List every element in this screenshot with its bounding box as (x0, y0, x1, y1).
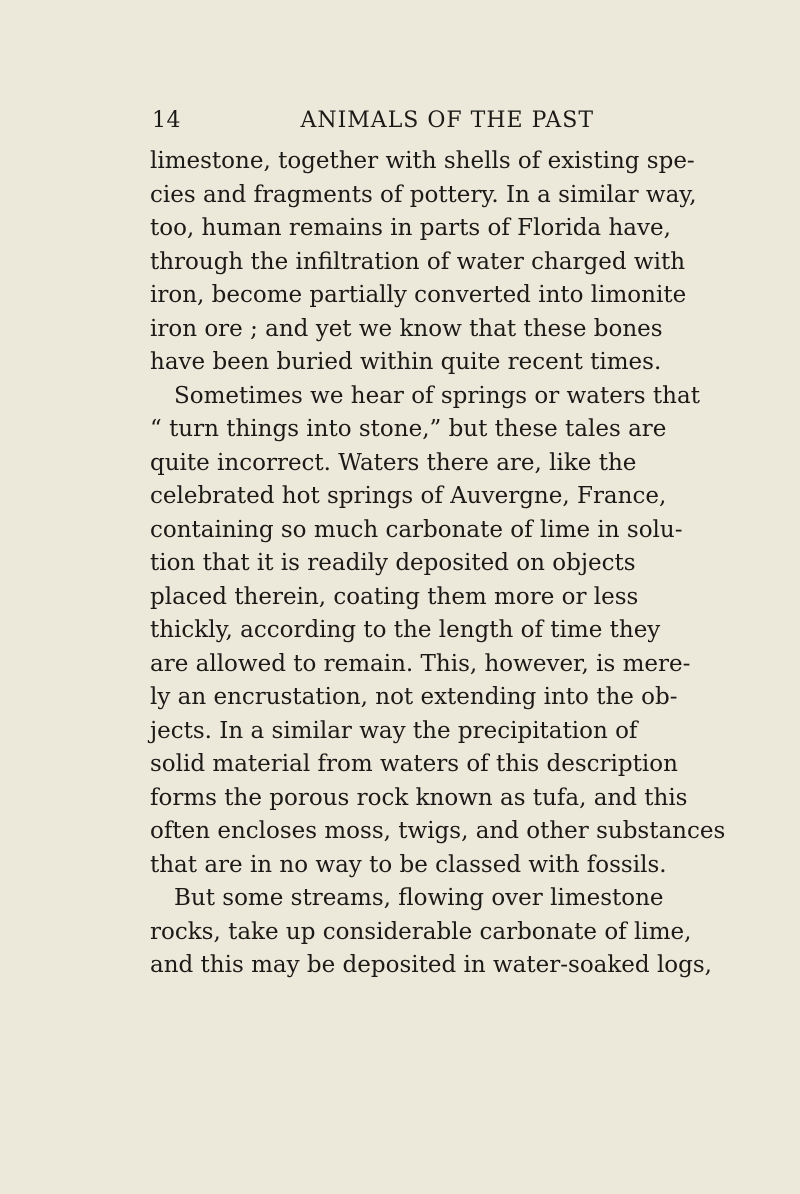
text-line: placed therein, coating them more or less (150, 583, 639, 610)
text-line: too, human remains in parts of Florida have, (150, 215, 671, 241)
text-line: iron, become partially converted into limonite (150, 282, 687, 308)
text-line: solid material from waters of this description (150, 751, 678, 777)
paragraph-start-line: But some streams, flowing over limestone (174, 885, 664, 911)
text-line: thickly, according to the length of time they (150, 617, 661, 643)
text-line: forms the porous rock known as tufa, and this (150, 784, 688, 811)
text-line: “ turn things into stone,” but these tales are (150, 416, 667, 442)
text-line: cies and fragments of pottery. In a similar way, (150, 181, 697, 208)
running-head: ANIMALS OF THE PAST (300, 108, 594, 133)
paragraph-start-line: Sometimes we hear of springs or waters that (174, 382, 700, 409)
text-line: quite incorrect. Waters there are, like the (150, 449, 637, 476)
text-line: have been buried within quite recent times. (150, 349, 662, 375)
page-number: 14 (152, 108, 181, 133)
text-line: that are in no way to be classed with fossils. (150, 851, 667, 878)
text-line: tion that it is readily deposited on objects (150, 550, 636, 576)
text-line: ly an encrustation, not extending into the ob- (150, 684, 678, 710)
text-line: rocks, take up considerable carbonate of lime, (150, 918, 692, 945)
text-line: iron ore ; and yet we know that these bones (150, 315, 663, 342)
page-header (152, 108, 594, 140)
text-line: through the infiltration of water charged with (150, 248, 686, 275)
text-line: jects. In a similar way the precipitation of (150, 717, 638, 744)
body-text (150, 145, 726, 983)
text-line: often encloses moss, twigs, and other substances (150, 818, 726, 844)
text-line: celebrated hot springs of Auvergne, France, (150, 483, 667, 509)
text-line: are allowed to remain. This, however, is mere- (150, 650, 691, 677)
text-line: limestone, together with shells of existing spe- (150, 148, 695, 174)
text-line: and this may be deposited in water-soaked logs, (150, 952, 712, 978)
text-line: containing so much carbonate of lime in solu- (150, 516, 683, 543)
